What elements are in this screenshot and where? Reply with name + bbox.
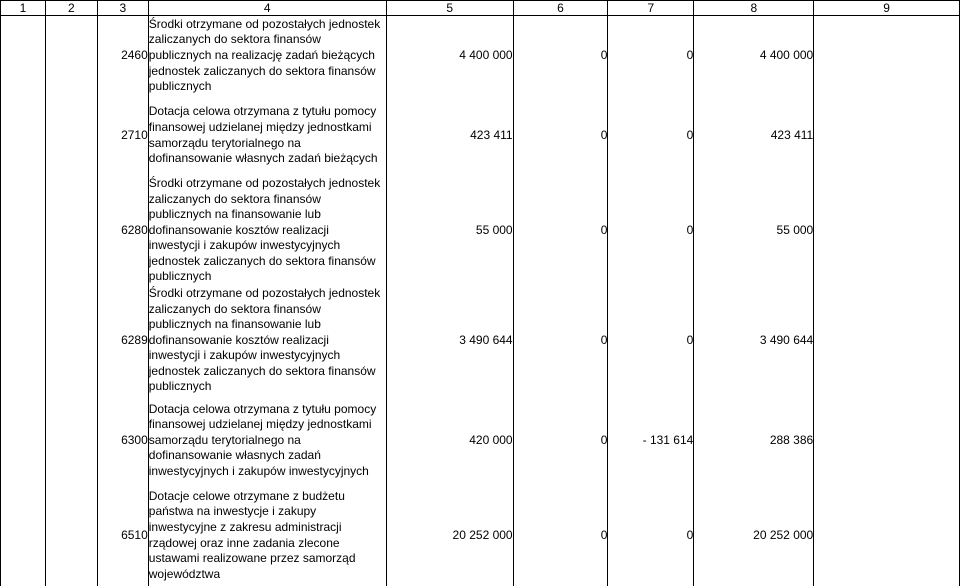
empty-cell — [45, 486, 97, 586]
value-col8: 288 386 — [694, 396, 814, 486]
empty-cell — [814, 176, 960, 286]
empty-cell — [814, 396, 960, 486]
value-col7: 0 — [608, 176, 694, 286]
value-col6: 0 — [513, 16, 608, 96]
description-text: Dotacje celowe otrzymane z budżetu państwa na inwestycje i zakupy inwestycyjne z zakresu administracji rządowej oraz inne zadania zlecone ustawami realizowane przez samorząd województwa — [148, 488, 356, 581]
value-col5: 4 400 000 — [386, 16, 513, 96]
value-col7: 0 — [608, 96, 694, 176]
value-col5: 423 411 — [386, 96, 513, 176]
row-description — [148, 176, 386, 286]
empty-cell — [1, 16, 46, 96]
classification-code: 6510 — [97, 486, 148, 586]
value-col8: 4 400 000 — [694, 16, 814, 96]
description-text: Dotacja celowa otrzymana z tytułu pomocy finansowej udzielanej między jednostkami samorządu terytorialnego na dofinansowanie własnych zadań bieżących — [148, 104, 378, 166]
row-description — [148, 96, 386, 176]
value-col6: 0 — [513, 286, 608, 396]
value-col5: 3 490 644 — [386, 286, 513, 396]
empty-cell — [45, 286, 97, 396]
value-col6: 0 — [513, 176, 608, 286]
classification-code: 2710 — [97, 96, 148, 176]
empty-cell — [45, 396, 97, 486]
value-col6: 0 — [513, 96, 608, 176]
empty-cell — [1, 286, 46, 396]
value-col8: 20 252 000 — [694, 486, 814, 586]
classification-code: 6300 — [97, 396, 148, 486]
column-header: 6 — [513, 1, 608, 16]
row-description — [148, 396, 386, 486]
empty-cell — [1, 486, 46, 586]
table-row — [1, 396, 960, 486]
description-text: Środki otrzymane od pozostałych jednostek zaliczanych do sektora finansów publicznych na realizację zadań bieżących jednostek zaliczanych do sektora finansów publicznych — [148, 16, 381, 94]
column-header: 3 — [97, 1, 148, 16]
value-col8: 3 490 644 — [694, 286, 814, 396]
value-col8: 55 000 — [694, 176, 814, 286]
empty-cell — [45, 176, 97, 286]
value-col6: 0 — [513, 396, 608, 486]
value-col7: 0 — [608, 486, 694, 586]
empty-cell — [1, 96, 46, 176]
table-row — [1, 486, 960, 586]
value-col6: 0 — [513, 486, 608, 586]
empty-cell — [814, 486, 960, 586]
classification-code: 6280 — [97, 176, 148, 286]
value-col7: 0 — [608, 286, 694, 396]
value-col5: 55 000 — [386, 176, 513, 286]
column-header: 7 — [608, 1, 694, 16]
value-col7: - 131 614 — [608, 396, 694, 486]
empty-cell — [1, 396, 46, 486]
empty-cell — [814, 16, 960, 96]
value-col8: 423 411 — [694, 96, 814, 176]
value-col5: 420 000 — [386, 396, 513, 486]
column-header: 1 — [1, 1, 46, 16]
value-col5: 20 252 000 — [386, 486, 513, 586]
empty-cell — [814, 286, 960, 396]
column-header: 5 — [386, 1, 513, 16]
table-row — [1, 286, 960, 396]
description-text: Dotacja celowa otrzymana z tytułu pomocy finansowej udzielanej między jednostkami samorządu terytorialnego na dofinansowanie własnych zadań inwestycyjnych i zakupów inwestycyjnych — [148, 401, 377, 478]
description-text: Środki otrzymane od pozostałych jednostek zaliczanych do sektora finansów publicznych na finansowanie lub dofinansowanie kosztów realizacji inwestycji i zakupów inwestycyjnych jednostek zaliczanych do sektora finansów publicznych — [148, 285, 381, 394]
classification-code: 6289 — [97, 286, 148, 396]
table-row — [1, 176, 960, 286]
description-text: Środki otrzymane od pozostałych jednostek zaliczanych do sektora finansów publicznych na finansowanie lub dofinansowanie kosztów realizacji inwestycji i zakupów inwestycyjnych jednostek zaliczanych do sektora finansów publicznych — [148, 175, 381, 284]
column-header: 8 — [694, 1, 814, 16]
empty-cell — [45, 96, 97, 176]
row-description — [148, 286, 386, 396]
empty-cell — [814, 96, 960, 176]
empty-cell — [1, 176, 46, 286]
table-row — [1, 96, 960, 176]
row-description — [148, 16, 386, 96]
column-header: 4 — [148, 1, 386, 16]
column-header: 9 — [814, 1, 960, 16]
classification-code: 2460 — [97, 16, 148, 96]
row-description — [148, 486, 386, 586]
header-row — [1, 1, 960, 16]
value-col7: 0 — [608, 16, 694, 96]
empty-cell — [45, 16, 97, 96]
table-row — [1, 16, 960, 96]
column-header: 2 — [45, 1, 97, 16]
